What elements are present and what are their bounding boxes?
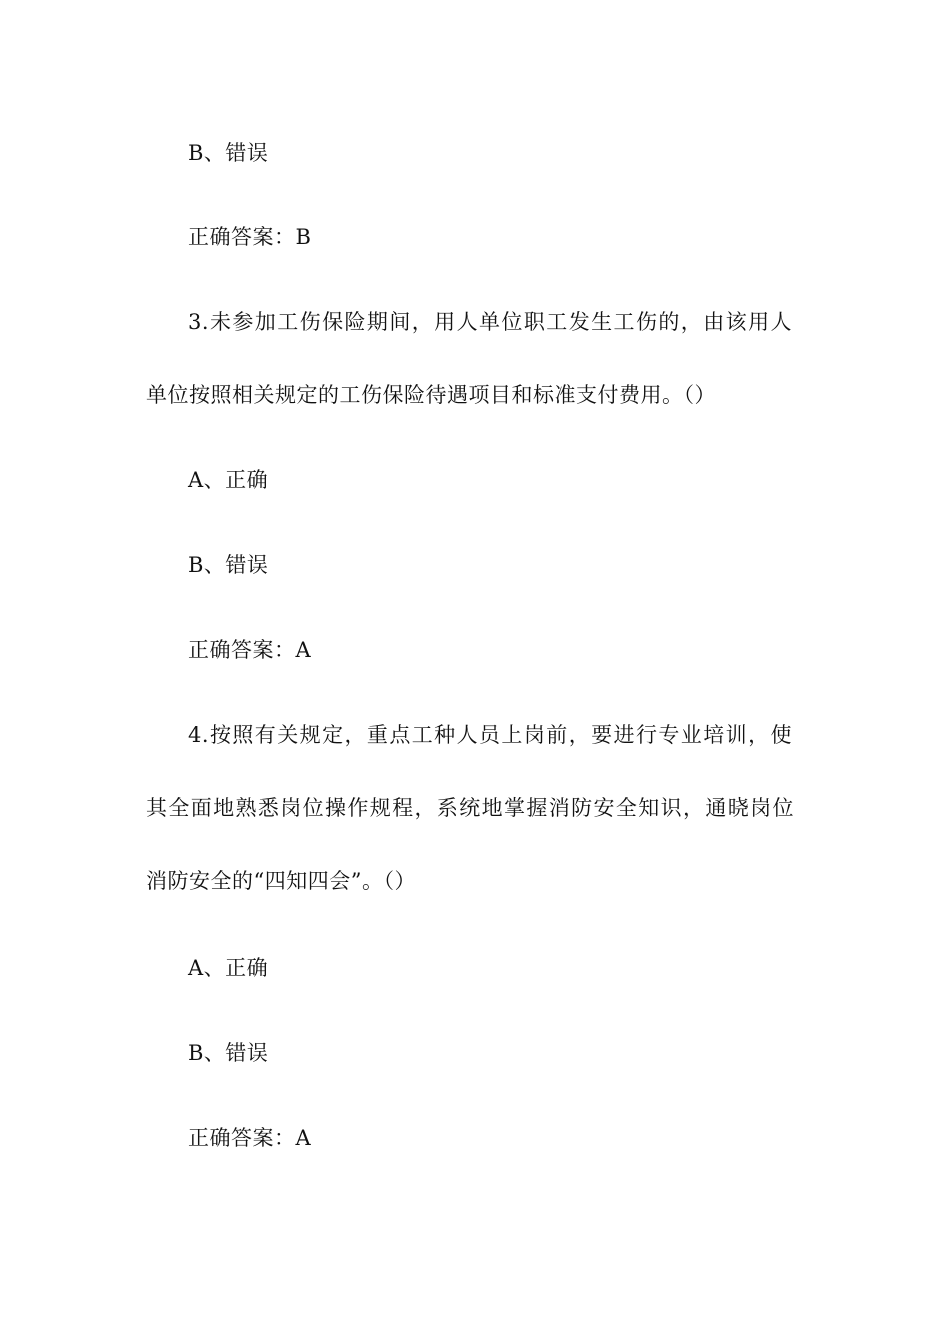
- q3-option-b: B、错误: [188, 553, 269, 577]
- q4-stem-line-1: 4.按照有关规定，重点工种人员上岗前，要进行专业培训，使: [188, 723, 792, 747]
- q3-option-a: A、正确: [188, 468, 269, 492]
- q4-option-b: B、错误: [188, 1041, 269, 1065]
- q2-option-b: B、错误: [188, 141, 269, 165]
- q3-answer: 正确答案：A: [188, 638, 312, 662]
- q3-stem-line-1: 3.未参加工伤保险期间，用人单位职工发生工伤的，由该用人: [188, 310, 792, 334]
- q3-stem-line-2: 单位按照相关规定的工伤保险待遇项目和标准支付费用。（）: [146, 383, 716, 407]
- q4-answer: 正确答案：A: [188, 1126, 312, 1150]
- q4-option-a: A、正确: [188, 956, 269, 980]
- q4-stem-line-3: 消防安全的“四知四会”。（）: [146, 869, 416, 893]
- q4-stem-line-2: 其全面地熟悉岗位操作规程，系统地掌握消防安全知识，通晓岗位: [146, 796, 794, 820]
- q2-answer: 正确答案：B: [188, 225, 312, 249]
